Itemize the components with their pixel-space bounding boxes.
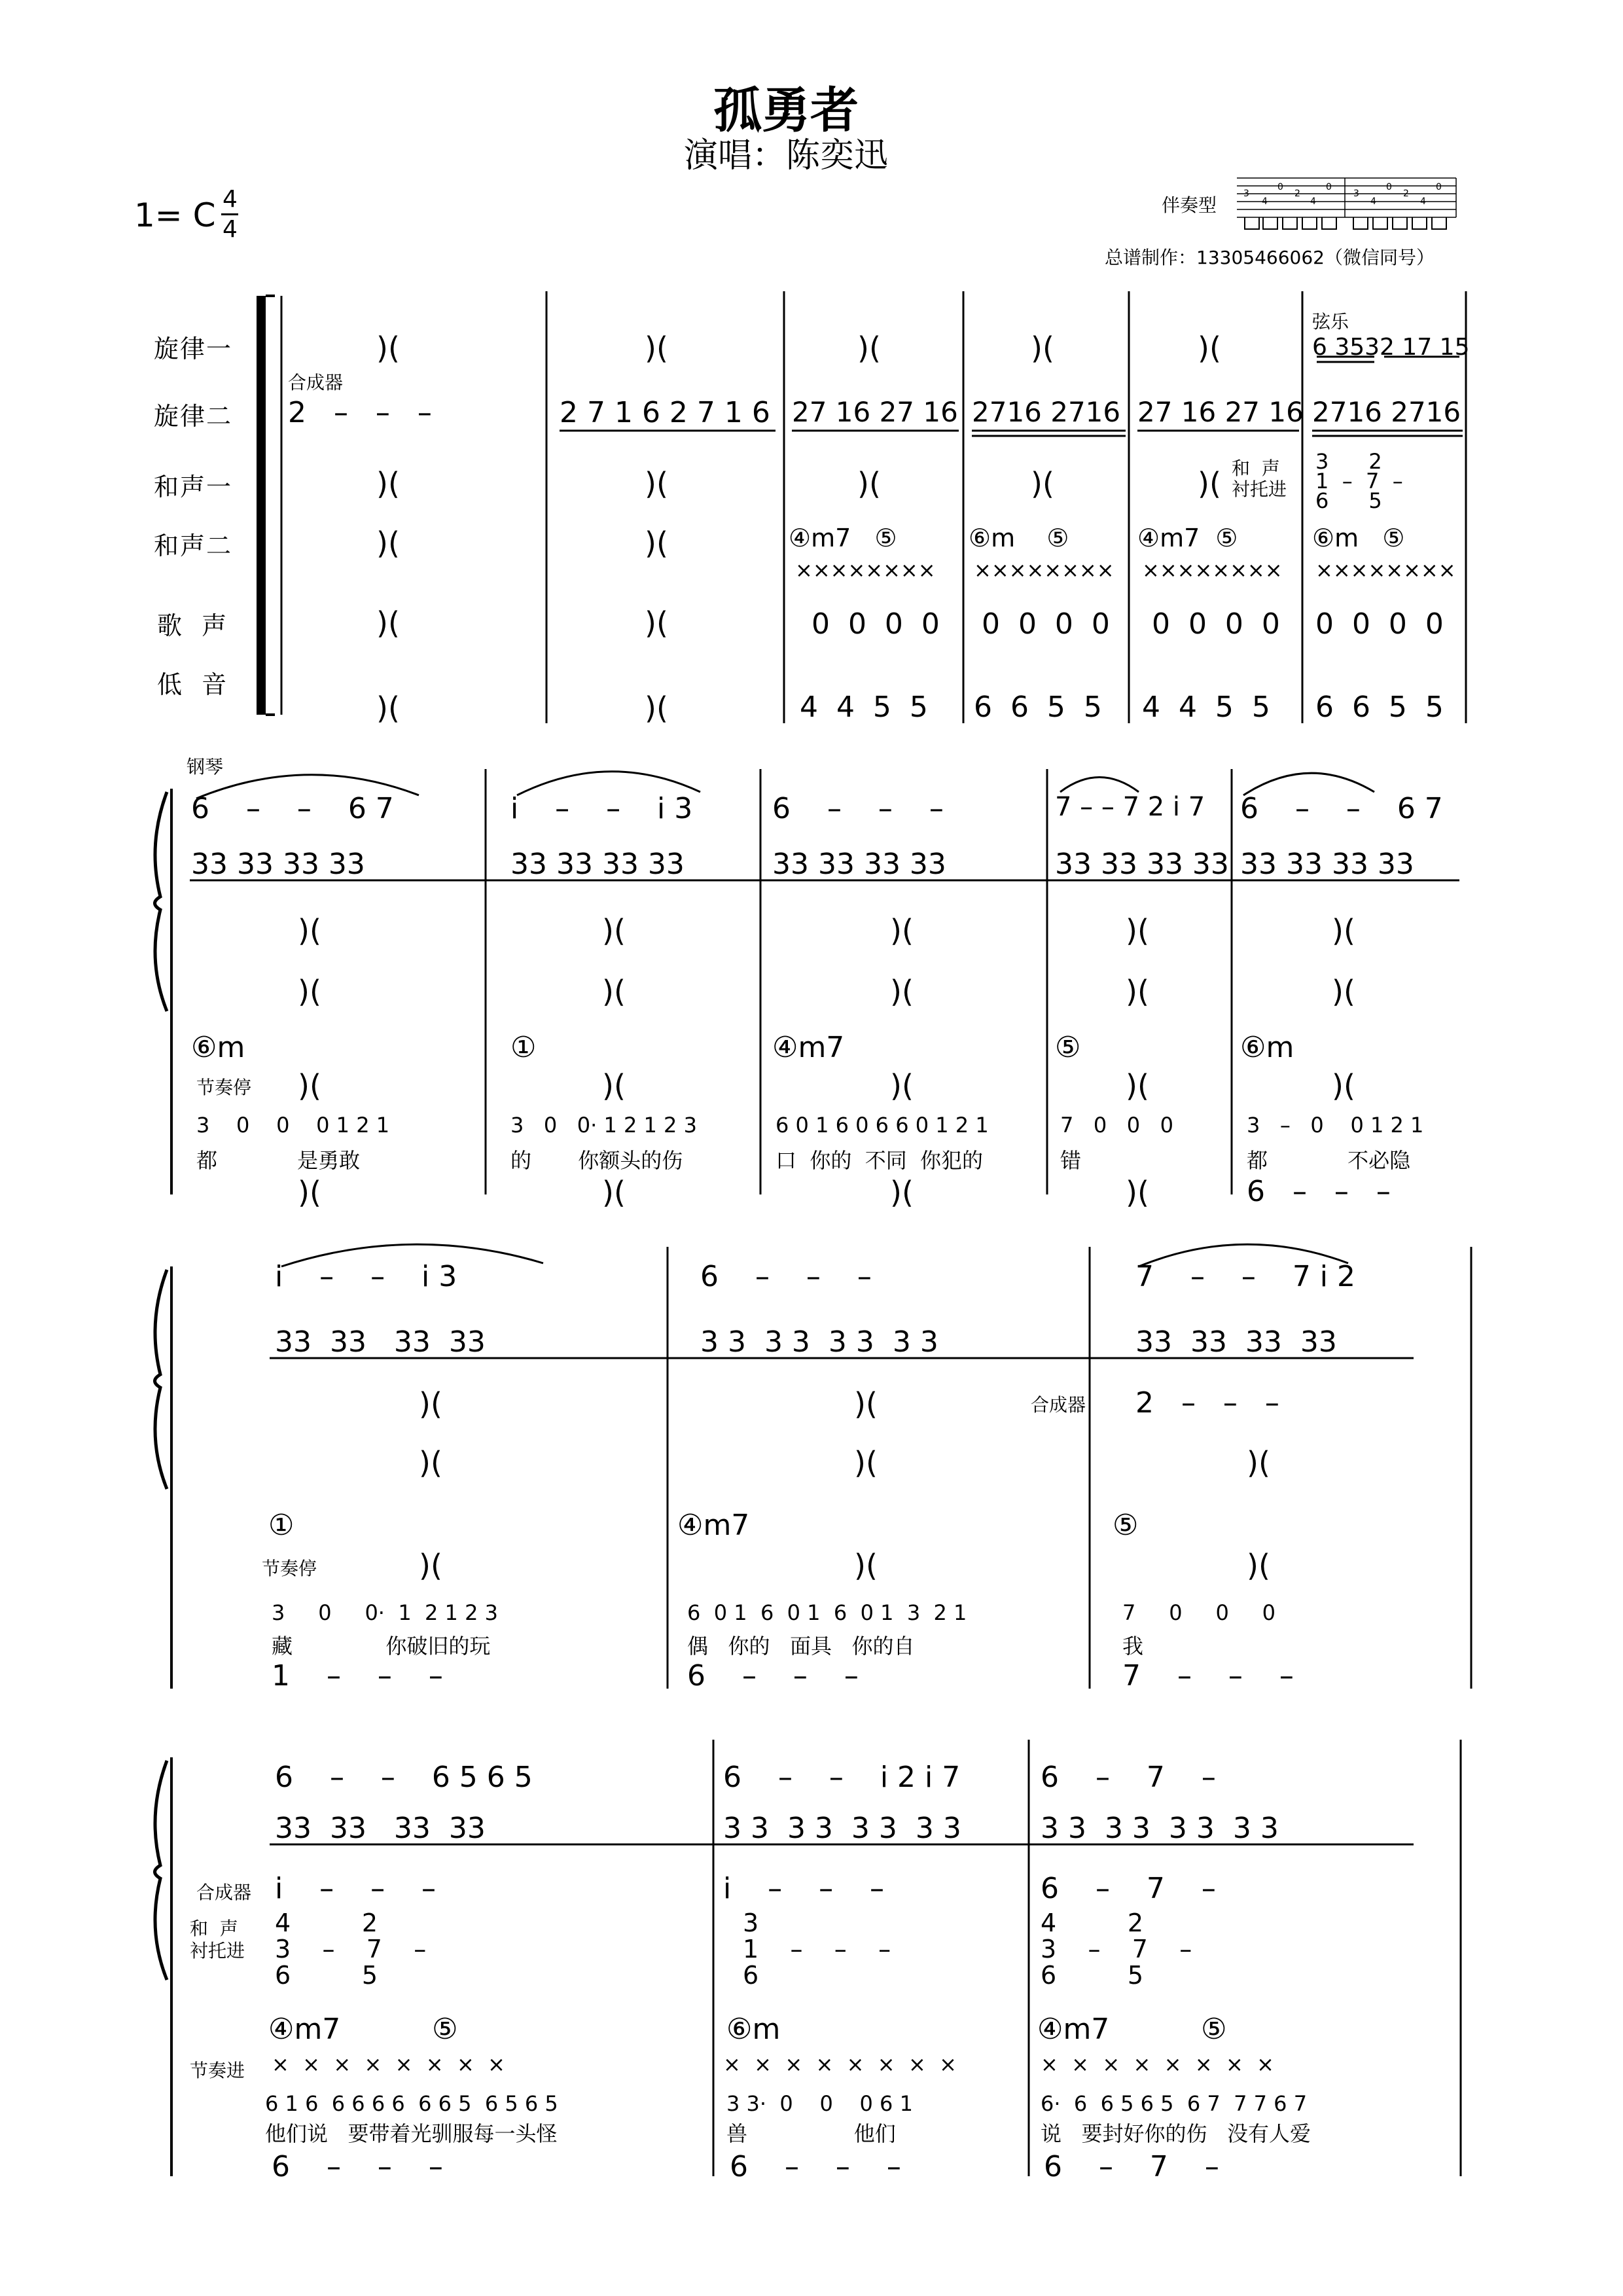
melody2-s1-m3: 27 16 27 16 <box>792 396 958 428</box>
vocal-s3-m3: 7 0 0 0 <box>1122 1600 1276 1625</box>
lyrics-s4-m1: 他们说 要带着光驯服每一头怪 <box>265 2121 558 2146</box>
bass-s1-m6: 6 6 5 5 <box>1315 691 1444 724</box>
svg-text:2: 2 <box>1403 188 1409 199</box>
rest-s2-m5-r5: )( <box>1332 1068 1355 1103</box>
rest-s1-m2-r4: )( <box>645 526 668 561</box>
melody1-s2-m2: i – – i 3 <box>510 792 693 825</box>
arranger-credit: 总谱制作：13305466062（微信同号） <box>1105 247 1435 268</box>
rest-s2-m3-r4: )( <box>890 974 914 1009</box>
row-label-harmony2: 和声二 <box>154 531 233 560</box>
rest-s2-m4-r3: )( <box>1126 913 1149 948</box>
melody1-s2-m5: 6 – – 6 7 <box>1240 792 1443 825</box>
melody1-s2-m1: 6 – – 6 7 <box>191 792 394 825</box>
svg-text:3: 3 <box>1353 188 1359 199</box>
vocal-s1-m5: 0 0 0 0 <box>1152 607 1280 641</box>
row-label-bass: 低 音 <box>157 670 228 699</box>
melody1-s1-m6: 6 3532 17 15 <box>1312 334 1470 361</box>
chord-s1-m6: ⑥m ⑤ <box>1312 524 1405 552</box>
synth-label: 合成器 <box>288 372 344 393</box>
time-signature-line <box>221 213 238 215</box>
rest-s3-m1-r3: )( <box>419 1386 442 1422</box>
bass-s1-m5: 4 4 5 5 <box>1142 691 1270 724</box>
melody2-s2-m4: 33 33 33 33 <box>1055 848 1229 881</box>
rest-s1-m2-r3: )( <box>645 466 668 501</box>
melody1-s2-m4: 7 – – 7 2 i 7 <box>1055 792 1205 822</box>
svg-text:4: 4 <box>1262 196 1268 207</box>
row-label-vocal: 歌 声 <box>157 611 228 640</box>
rest-s1-m2-r5: )( <box>645 605 668 641</box>
melody1-s2-m3: 6 – – – <box>772 792 944 825</box>
vocal-s2-m2: 3 0 0· 1 2 1 2 3 <box>510 1113 697 1138</box>
rest-s1-m2-r1: )( <box>645 331 668 366</box>
rest-s1-m3-r3: )( <box>857 466 881 501</box>
rest-s3-m1-r4: )( <box>419 1445 442 1480</box>
svg-text:4: 4 <box>1310 196 1316 207</box>
svg-text:2: 2 <box>1294 188 1300 199</box>
system4-brace <box>155 1761 168 1980</box>
chord-s3-m1: ① <box>268 1509 294 1542</box>
vocal-s4-m2: 3 3· 0 0 0 6 1 <box>726 2091 913 2116</box>
rest-s3-m3-r5: )( <box>1247 1548 1270 1583</box>
svg-text:0: 0 <box>1277 182 1283 192</box>
melody2-s1-m1: 2 – – – <box>288 396 432 429</box>
rest-s1-m1-r5: )( <box>376 605 400 641</box>
row-label-melody2: 旋律二 <box>154 402 233 431</box>
rest-s1-m1-r3: )( <box>376 466 400 501</box>
rest-s2-m4-r5: )( <box>1126 1068 1149 1103</box>
strings-label: 弦乐 <box>1312 311 1349 332</box>
chord-s4-m3: ④m7 ⑤ <box>1037 2013 1227 2046</box>
melody1-s4-m1: 6 – – 6 5 6 5 <box>275 1761 533 1794</box>
synth-label-s3: 合成器 <box>1031 1394 1086 1416</box>
bass-s4-m1: 6 – – – <box>272 2150 443 2183</box>
lyrics-s4-m3: 说 要封好你的伤 没有人爱 <box>1041 2121 1311 2146</box>
rest-s2-m2-r3: )( <box>602 913 626 948</box>
melody1-s4-m3: 6 – 7 – <box>1041 1761 1216 1794</box>
harmony1-s1-m6: 3 2 1 – 7 – 6 5 <box>1315 449 1403 513</box>
synth-s4-m2: i – – – <box>723 1872 885 1905</box>
system3-brace <box>155 1270 168 1489</box>
melody1-s3-m1: i – – i 3 <box>275 1260 457 1293</box>
bass-s3-m2: 6 – – – <box>687 1659 859 1693</box>
lyrics-s2-m4: 错 <box>1060 1148 1082 1173</box>
synth-s3-m3: 2 – – – <box>1135 1386 1279 1420</box>
rest-s1-m5-r1: )( <box>1198 331 1221 366</box>
rest-s2-m4-r4: )( <box>1126 974 1149 1009</box>
melody2-s1-m4: 2716 2716 <box>972 396 1121 428</box>
chord-s2-m1: ⑥m <box>191 1031 245 1064</box>
lyrics-s3-m2: 偶 你的 面具 你的自 <box>687 1634 915 1659</box>
rest-s1-m3-r1: )( <box>857 331 881 366</box>
rhythm-in-label: 节奏进 <box>190 2060 245 2081</box>
melody2-s3-m2: 3 3 3 3 3 3 3 3 <box>700 1325 938 1359</box>
chord-s1-m4: ⑥m ⑤ <box>969 524 1069 552</box>
chord-s1-m3: ④m7 ⑤ <box>789 524 897 552</box>
bass-s2-m5: 6 – – – <box>1247 1175 1391 1208</box>
melody2-s3-m1: 33 33 33 33 <box>275 1325 486 1359</box>
synth-s4-m3: 6 – 7 – <box>1041 1872 1216 1905</box>
rest-s1-m5-r3: )( <box>1198 466 1221 501</box>
system2-brace <box>155 792 168 1011</box>
lyrics-s4-m2: 兽 他们 <box>726 2121 896 2146</box>
vocal-s2-m4: 7 0 0 0 <box>1060 1113 1173 1138</box>
rhythm-stop-label-s2: 节奏停 <box>196 1077 252 1098</box>
rest-s2-m5-r3: )( <box>1332 913 1355 948</box>
rest-s2-m1-r6: )( <box>298 1175 321 1210</box>
rest-s2-m1-r3: )( <box>298 913 321 948</box>
chord-s3-m3: ⑤ <box>1113 1509 1139 1542</box>
lyrics-s2-m3: 口 你的 不同 你犯的 <box>776 1148 984 1173</box>
beat-s4-m3: × × × × × × × × <box>1041 2052 1274 2077</box>
rest-s2-m2-r6: )( <box>602 1175 626 1210</box>
time-signature-bottom: 4 <box>223 216 238 243</box>
beat-s1-m3: ×××××××× <box>795 558 936 583</box>
synth-label-s4: 合成器 <box>196 1882 252 1903</box>
lyrics-s3-m3: 我 <box>1122 1634 1144 1659</box>
melody1-s3-m3: 7 – – 7 i 2 <box>1135 1260 1356 1293</box>
vocal-s4-m1: 6 1 6 6 6 6 6 6 6 5 6 5 6 5 <box>265 2091 558 2116</box>
rest-s2-m1-r5: )( <box>298 1068 321 1103</box>
rest-s3-m2-r4: )( <box>854 1445 878 1480</box>
bass-s3-m1: 1 – – – <box>272 1659 443 1693</box>
lyrics-s2-m2: 的 你额头的伤 <box>510 1148 683 1173</box>
beat-s1-m6: ×××××××× <box>1315 558 1456 583</box>
melody2-s3-m3: 33 33 33 33 <box>1135 1325 1337 1359</box>
rest-s2-m3-r3: )( <box>890 913 914 948</box>
bass-s4-m2: 6 – – – <box>730 2150 901 2183</box>
chord-s2-m3: ④m7 <box>772 1031 845 1064</box>
time-signature-top: 4 <box>223 186 238 213</box>
rest-s2-m4-r6: )( <box>1126 1175 1149 1210</box>
accompaniment-label: 伴奏型 <box>1162 194 1217 216</box>
bass-s1-m4: 6 6 5 5 <box>974 691 1102 724</box>
chord-s2-m2: ① <box>510 1031 537 1064</box>
lyrics-s2-m1: 都 是勇敢 <box>196 1148 361 1173</box>
harmony-support-label: 和 声 衬托进 <box>1232 457 1287 500</box>
melody2-s4-m2: 3 3 3 3 3 3 3 3 <box>723 1812 961 1845</box>
rest-s2-m3-r6: )( <box>890 1175 914 1210</box>
svg-text:3: 3 <box>1243 188 1249 199</box>
melody2-s1-m2: 2 7 1 6 2 7 1 6 <box>560 396 770 429</box>
chord-s4-m1: ④m7 ⑤ <box>268 2013 458 2046</box>
svg-text:4: 4 <box>1420 196 1426 207</box>
vocal-s2-m5: 3 – 0 0 1 2 1 <box>1247 1113 1424 1138</box>
rest-s3-m2-r3: )( <box>854 1386 878 1422</box>
chord-s2-m4: ⑤ <box>1055 1031 1081 1064</box>
melody2-s2-m3: 33 33 33 33 <box>772 848 946 881</box>
beat-s1-m5: ×××××××× <box>1142 558 1283 583</box>
bass-s4-m3: 6 – 7 – <box>1044 2150 1219 2183</box>
lyrics-s3-m1: 藏 你破旧的玩 <box>272 1634 491 1659</box>
vocal-s1-m4: 0 0 0 0 <box>982 607 1110 641</box>
rest-s2-m2-r4: )( <box>602 974 626 1009</box>
rest-s3-m2-r5: )( <box>854 1548 878 1583</box>
svg-text:0: 0 <box>1326 182 1332 192</box>
melody2-s2-m1: 33 33 33 33 <box>191 848 365 881</box>
svg-text:0: 0 <box>1386 182 1392 192</box>
melody2-s4-m1: 33 33 33 33 <box>275 1812 486 1845</box>
piano-label: 钢琴 <box>187 756 224 778</box>
vocal-s3-m1: 3 0 0· 1 2 1 2 3 <box>272 1600 498 1625</box>
vocal-s3-m2: 6 0 1 6 0 1 6 0 1 3 2 1 <box>687 1600 967 1625</box>
melody1-s3-m2: 6 – – – <box>700 1260 872 1293</box>
rest-s2-m3-r5: )( <box>890 1068 914 1103</box>
rest-s1-m1-r1: )( <box>376 331 400 366</box>
rest-s1-m4-r1: )( <box>1031 331 1054 366</box>
system1-bracket <box>257 296 266 715</box>
chord-s4-m2: ⑥m <box>726 2013 781 2046</box>
chord-s1-m5: ④m7 ⑤ <box>1137 524 1238 552</box>
svg-text:0: 0 <box>1436 182 1442 192</box>
rest-s2-m5-r4: )( <box>1332 974 1355 1009</box>
lyrics-s2-m5: 都 不必隐 <box>1247 1148 1411 1173</box>
harmony-s4-m1: 4 2 3 – 7 – 6 5 <box>275 1909 427 1990</box>
melody2-s4-m3: 3 3 3 3 3 3 3 3 <box>1041 1812 1279 1845</box>
chord-s2-m5: ⑥m <box>1240 1031 1294 1064</box>
svg-text:4: 4 <box>1370 196 1376 207</box>
melody2-s2-m5: 33 33 33 33 <box>1240 848 1414 881</box>
system2-ties <box>196 772 1374 1266</box>
song-title: 孤勇者 <box>713 82 859 139</box>
rest-s2-m2-r5: )( <box>602 1068 626 1103</box>
vocal-s2-m3: 6 0 1 6 0 6 6 0 1 2 1 <box>776 1113 989 1138</box>
bass-s1-m3: 4 4 5 5 <box>800 691 928 724</box>
vocal-s4-m3: 6· 6 6 5 6 5 6 7 7 7 6 7 <box>1041 2091 1308 2116</box>
beat-s4-m2: × × × × × × × × <box>723 2052 957 2077</box>
beat-s1-m4: ×××××××× <box>974 558 1115 583</box>
vocal-s2-m1: 3 0 0 0 1 2 1 <box>196 1113 390 1138</box>
rest-s3-m1-r5: )( <box>419 1548 442 1583</box>
vocal-s1-m6: 0 0 0 0 <box>1315 607 1444 641</box>
melody2-s1-m6: 2716 2716 <box>1312 396 1461 428</box>
rest-s1-m1-r6: )( <box>376 691 400 726</box>
melody2-s1-m5: 27 16 27 16 <box>1137 396 1304 428</box>
key-signature: 1= C <box>134 196 216 234</box>
harmony-support-label-s4: 和 声 衬托进 <box>190 1918 245 1962</box>
rest-s3-m3-r4: )( <box>1247 1445 1270 1480</box>
row-label-harmony1: 和声一 <box>154 473 233 501</box>
synth-s4-m1: i – – – <box>275 1872 437 1905</box>
harmony-s4-m3: 4 2 3 – 7 – 6 5 <box>1041 1909 1192 1990</box>
rhythm-stop-label-s3: 节奏停 <box>262 1558 317 1579</box>
row-label-melody1: 旋律一 <box>154 334 233 363</box>
rest-s1-m1-r4: )( <box>376 526 400 561</box>
bass-s3-m3: 7 – – – <box>1122 1659 1294 1693</box>
chord-s3-m2: ④m7 <box>677 1509 750 1542</box>
singer-credit: 演唱：陈奕迅 <box>684 136 889 175</box>
harmony-s4-m2: 3 1 – – – 6 <box>743 1909 891 1990</box>
accompaniment-pattern <box>1237 170 1459 232</box>
beat-s4-m1: × × × × × × × × <box>272 2052 505 2077</box>
rest-s1-m2-r6: )( <box>645 691 668 726</box>
melody1-s4-m2: 6 – – i 2 i 7 <box>723 1761 961 1794</box>
rest-s1-m4-r3: )( <box>1031 466 1054 501</box>
melody2-s2-m2: 33 33 33 33 <box>510 848 685 881</box>
vocal-s1-m3: 0 0 0 0 <box>812 607 940 641</box>
rest-s2-m1-r4: )( <box>298 974 321 1009</box>
